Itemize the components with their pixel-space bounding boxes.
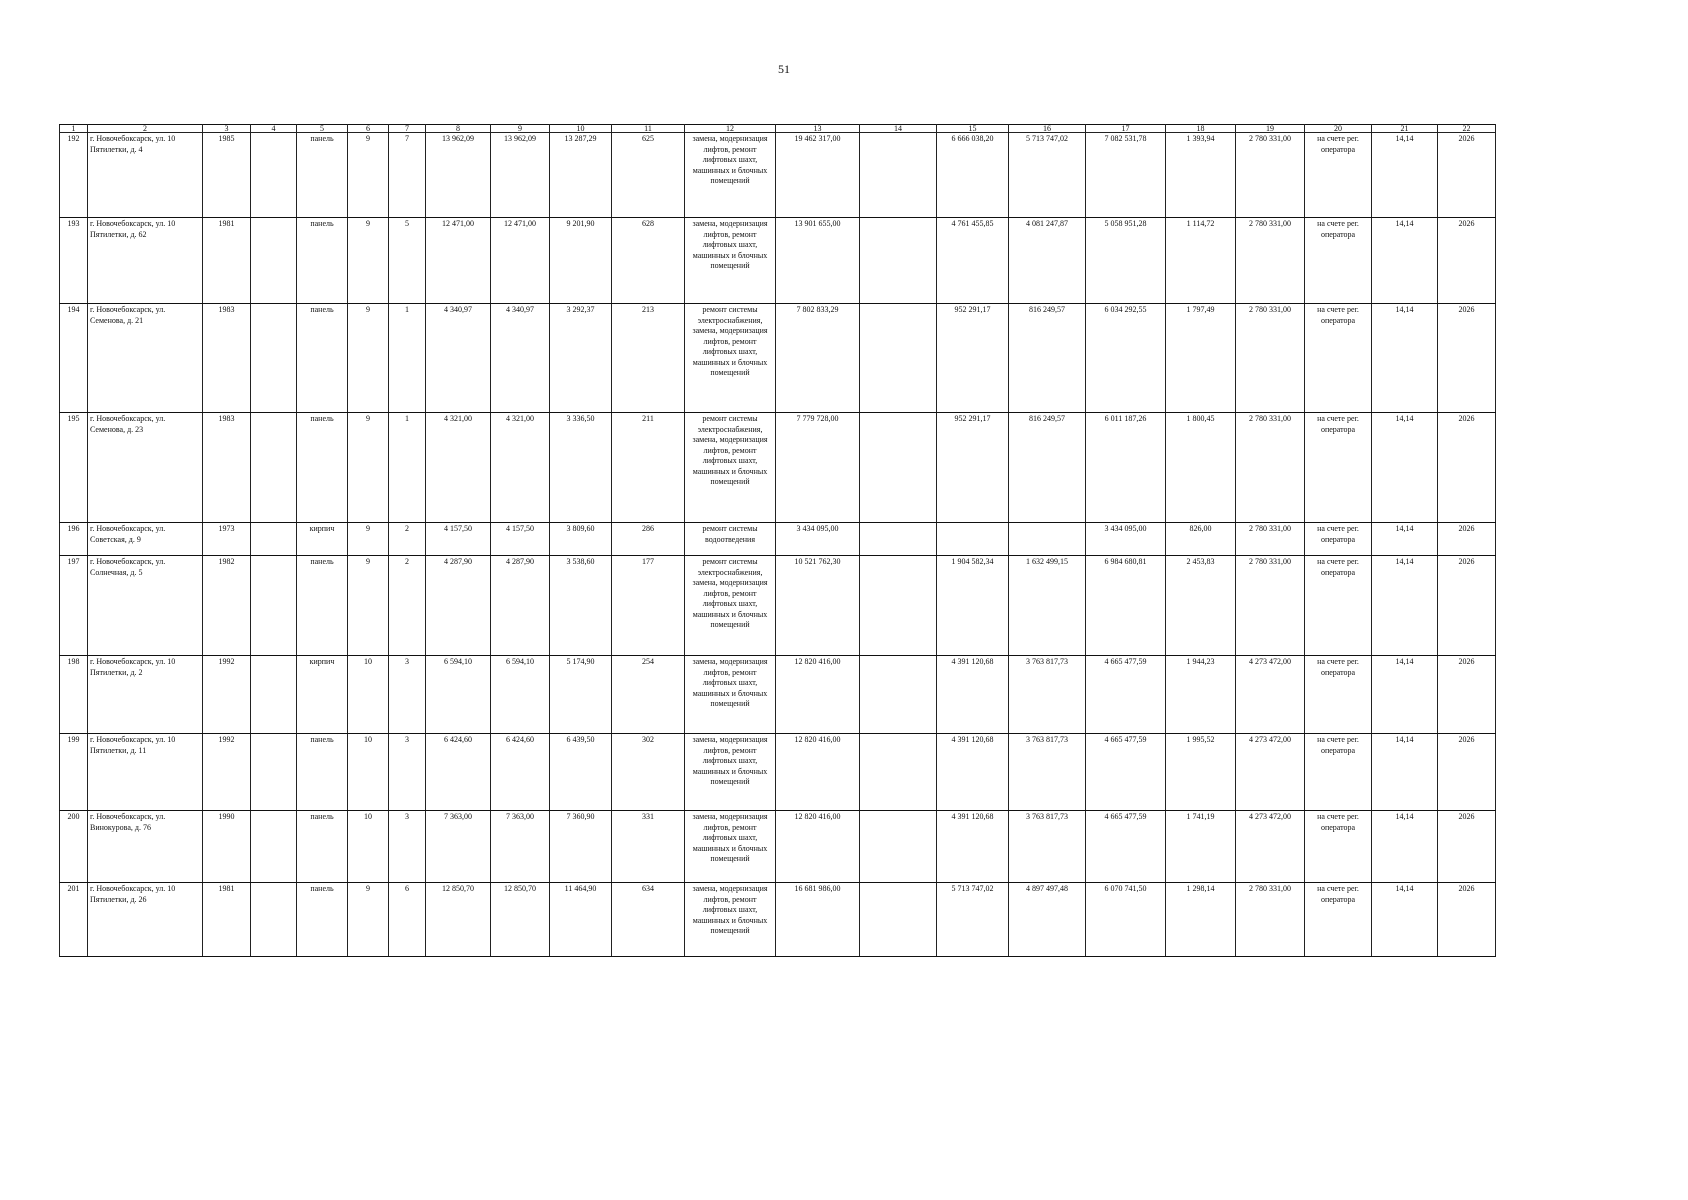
cell-floors: 9 [348,883,389,957]
cell-limit-cost: 2 780 331,00 [1236,133,1305,218]
table-row [60,811,1496,883]
cell-row-number: 200 [60,811,88,883]
cell-unit-cost: 1 995,52 [1166,734,1236,811]
cell-total-area: 4 340,97 [426,304,491,413]
table-row [60,883,1496,957]
column-number-12: 12 [685,125,776,133]
cell-col14 [860,883,937,957]
cell-total-cost: 12 820 416,00 [776,734,860,811]
cell-unit-cost: 826,00 [1166,523,1236,556]
column-number-13: 13 [776,125,860,133]
cell-contribution: 14,14 [1372,218,1438,304]
cell-year-planned: 2026 [1438,734,1496,811]
cell-cost-b: 816 249,57 [1009,413,1086,523]
cell-col4 [251,734,297,811]
cell-residents: 211 [612,413,685,523]
cell-year-planned: 2026 [1438,556,1496,656]
cell-year-planned: 2026 [1438,523,1496,556]
cell-area-a: 4 321,00 [491,413,550,523]
cell-area-a: 6 424,60 [491,734,550,811]
cell-cost-c: 5 058 951,28 [1086,218,1166,304]
cell-residents: 177 [612,556,685,656]
cell-col14 [860,133,937,218]
cell-area-b: 6 439,50 [550,734,612,811]
cell-cost-a: 6 666 038,20 [937,133,1009,218]
cell-cost-b: 816 249,57 [1009,304,1086,413]
cell-row-number: 196 [60,523,88,556]
column-number-8: 8 [426,125,491,133]
cell-fund-method: на счете рег. оператора [1305,304,1372,413]
cell-wall-material: панель [297,413,348,523]
cell-row-number: 198 [60,656,88,734]
cell-total-area: 6 594,10 [426,656,491,734]
cell-floors: 9 [348,413,389,523]
cell-total-area: 12 850,70 [426,883,491,957]
cell-year-built: 1973 [203,523,251,556]
cell-total-area: 4 321,00 [426,413,491,523]
cell-unit-cost: 1 800,45 [1166,413,1236,523]
cell-cost-c: 3 434 095,00 [1086,523,1166,556]
cell-col4 [251,811,297,883]
cell-entrances: 3 [389,811,426,883]
cell-total-cost: 3 434 095,00 [776,523,860,556]
cell-contribution: 14,14 [1372,523,1438,556]
cell-total-area: 12 471,00 [426,218,491,304]
cell-floors: 10 [348,734,389,811]
page-number: 51 [778,62,790,76]
column-number-3: 3 [203,125,251,133]
column-number-5: 5 [297,125,348,133]
cell-limit-cost: 4 273 472,00 [1236,811,1305,883]
cell-area-b: 3 292,37 [550,304,612,413]
cell-unit-cost: 1 944,23 [1166,656,1236,734]
cell-col4 [251,304,297,413]
cell-limit-cost: 2 780 331,00 [1236,413,1305,523]
cell-cost-b: 1 632 499,15 [1009,556,1086,656]
cell-contribution: 14,14 [1372,883,1438,957]
cell-fund-method: на счете рег. оператора [1305,656,1372,734]
cell-work-types: замена, модернизация лифтов, ремонт лифтовых шахт, машинных и блочных помещений [685,656,776,734]
cell-address: г. Новочебоксарск, ул. Солнечная, д. 5 [88,556,203,656]
cell-cost-b: 4 081 247,87 [1009,218,1086,304]
column-number-19: 19 [1236,125,1305,133]
cell-contribution: 14,14 [1372,556,1438,656]
cell-address: г. Новочебоксарск, ул. 10 Пятилетки, д. 62 [88,218,203,304]
cell-row-number: 194 [60,304,88,413]
cell-cost-a: 1 904 582,34 [937,556,1009,656]
cell-year-planned: 2026 [1438,656,1496,734]
cell-floors: 10 [348,656,389,734]
cell-area-b: 5 174,90 [550,656,612,734]
table-body [60,133,1496,957]
cell-year-built: 1982 [203,556,251,656]
cell-area-a: 4 157,50 [491,523,550,556]
column-number-1: 1 [60,125,88,133]
table-row [60,413,1496,523]
cell-fund-method: на счете рег. оператора [1305,413,1372,523]
cell-wall-material: панель [297,218,348,304]
cell-row-number: 193 [60,218,88,304]
cell-work-types: ремонт системы водоотведения [685,523,776,556]
cell-entrances: 3 [389,656,426,734]
cell-cost-c: 4 665 477,59 [1086,656,1166,734]
cell-area-a: 7 363,00 [491,811,550,883]
cell-total-cost: 19 462 317,00 [776,133,860,218]
cell-cost-b: 3 763 817,73 [1009,656,1086,734]
cell-year-planned: 2026 [1438,883,1496,957]
cell-work-types: ремонт системы электроснабжения, замена, модернизация лифтов, ремонт лифтовых шахт, машинных и блочных помещений [685,413,776,523]
cell-fund-method: на счете рег. оператора [1305,556,1372,656]
cell-wall-material: панель [297,883,348,957]
table-row [60,133,1496,218]
cell-total-cost: 7 802 833,29 [776,304,860,413]
column-number-4: 4 [251,125,297,133]
cell-total-cost: 10 521 762,30 [776,556,860,656]
cell-fund-method: на счете рег. оператора [1305,133,1372,218]
cell-floors: 9 [348,523,389,556]
header-row [60,125,1496,133]
cell-col14 [860,811,937,883]
cell-limit-cost: 2 780 331,00 [1236,883,1305,957]
cell-contribution: 14,14 [1372,413,1438,523]
cell-contribution: 14,14 [1372,656,1438,734]
cell-limit-cost: 4 273 472,00 [1236,656,1305,734]
cell-limit-cost: 2 780 331,00 [1236,218,1305,304]
cell-wall-material: кирпич [297,656,348,734]
table-row [60,218,1496,304]
cell-entrances: 1 [389,413,426,523]
table-row [60,656,1496,734]
cell-address: г. Новочебоксарск, ул. Семенова, д. 21 [88,304,203,413]
cell-cost-a: 952 291,17 [937,304,1009,413]
cell-col4 [251,556,297,656]
cell-row-number: 195 [60,413,88,523]
cell-year-built: 1990 [203,811,251,883]
cell-address: г. Новочебоксарск, ул. 10 Пятилетки, д. 4 [88,133,203,218]
cell-total-cost: 13 901 655,00 [776,218,860,304]
cell-cost-b [1009,523,1086,556]
cell-work-types: ремонт системы электроснабжения, замена, модернизация лифтов, ремонт лифтовых шахт, машинных и блочных помещений [685,556,776,656]
cell-total-area: 6 424,60 [426,734,491,811]
cell-year-planned: 2026 [1438,413,1496,523]
cell-contribution: 14,14 [1372,304,1438,413]
cell-total-cost: 7 779 728,00 [776,413,860,523]
column-number-9: 9 [491,125,550,133]
cell-total-area: 7 363,00 [426,811,491,883]
cell-cost-c: 6 070 741,50 [1086,883,1166,957]
cell-col4 [251,523,297,556]
cell-area-a: 4 340,97 [491,304,550,413]
cell-cost-a: 4 391 120,68 [937,811,1009,883]
column-number-18: 18 [1166,125,1236,133]
cell-year-built: 1983 [203,304,251,413]
cell-work-types: замена, модернизация лифтов, ремонт лифтовых шахт, машинных и блочных помещений [685,133,776,218]
cell-cost-c: 6 984 680,81 [1086,556,1166,656]
cell-year-built: 1992 [203,656,251,734]
cell-cost-a: 5 713 747,02 [937,883,1009,957]
cell-row-number: 192 [60,133,88,218]
cell-area-b: 9 201,90 [550,218,612,304]
cell-col4 [251,218,297,304]
cell-year-built: 1985 [203,133,251,218]
cell-residents: 628 [612,218,685,304]
cell-total-cost: 12 820 416,00 [776,656,860,734]
cell-unit-cost: 1 393,94 [1166,133,1236,218]
cell-wall-material: панель [297,304,348,413]
table-row [60,556,1496,656]
cell-entrances: 5 [389,218,426,304]
cell-cost-a: 952 291,17 [937,413,1009,523]
cell-cost-b: 5 713 747,02 [1009,133,1086,218]
cell-fund-method: на счете рег. оператора [1305,734,1372,811]
cell-entrances: 1 [389,304,426,413]
cell-year-planned: 2026 [1438,133,1496,218]
cell-entrances: 3 [389,734,426,811]
cell-year-built: 1981 [203,218,251,304]
cell-wall-material: панель [297,811,348,883]
column-number-7: 7 [389,125,426,133]
cell-total-area: 4 287,90 [426,556,491,656]
cell-col14 [860,556,937,656]
cell-limit-cost: 2 780 331,00 [1236,304,1305,413]
cell-cost-c: 6 034 292,55 [1086,304,1166,413]
cell-residents: 213 [612,304,685,413]
capital-repair-table [59,124,1496,957]
cell-residents: 625 [612,133,685,218]
cell-work-types: замена, модернизация лифтов, ремонт лифтовых шахт, машинных и блочных помещений [685,883,776,957]
cell-year-built: 1983 [203,413,251,523]
column-number-22: 22 [1438,125,1496,133]
cell-residents: 634 [612,883,685,957]
cell-col14 [860,218,937,304]
cell-work-types: замена, модернизация лифтов, ремонт лифтовых шахт, машинных и блочных помещений [685,734,776,811]
cell-cost-a [937,523,1009,556]
cell-col14 [860,734,937,811]
cell-address: г. Новочебоксарск, ул. 10 Пятилетки, д. 26 [88,883,203,957]
column-number-14: 14 [860,125,937,133]
cell-cost-b: 4 897 497,48 [1009,883,1086,957]
cell-row-number: 199 [60,734,88,811]
cell-wall-material: кирпич [297,523,348,556]
cell-work-types: ремонт системы электроснабжения, замена, модернизация лифтов, ремонт лифтовых шахт, машинных и блочных помещений [685,304,776,413]
cell-total-area: 13 962,09 [426,133,491,218]
table-row [60,523,1496,556]
cell-year-built: 1992 [203,734,251,811]
cell-fund-method: на счете рег. оператора [1305,811,1372,883]
cell-cost-c: 7 082 531,78 [1086,133,1166,218]
cell-area-a: 12 850,70 [491,883,550,957]
cell-col14 [860,523,937,556]
cell-wall-material: панель [297,133,348,218]
column-number-10: 10 [550,125,612,133]
cell-work-types: замена, модернизация лифтов, ремонт лифтовых шахт, машинных и блочных помещений [685,811,776,883]
cell-cost-c: 6 011 187,26 [1086,413,1166,523]
cell-residents: 331 [612,811,685,883]
cell-area-b: 7 360,90 [550,811,612,883]
cell-year-planned: 2026 [1438,811,1496,883]
cell-residents: 302 [612,734,685,811]
cell-year-planned: 2026 [1438,218,1496,304]
cell-unit-cost: 1 298,14 [1166,883,1236,957]
cell-row-number: 201 [60,883,88,957]
cell-floors: 9 [348,556,389,656]
cell-fund-method: на счете рег. оператора [1305,523,1372,556]
cell-area-a: 13 962,09 [491,133,550,218]
column-number-16: 16 [1009,125,1086,133]
cell-residents: 286 [612,523,685,556]
cell-cost-b: 3 763 817,73 [1009,734,1086,811]
column-number-header [60,125,1496,133]
cell-floors: 9 [348,133,389,218]
column-number-20: 20 [1305,125,1372,133]
cell-col4 [251,656,297,734]
cell-wall-material: панель [297,556,348,656]
cell-fund-method: на счете рег. оператора [1305,218,1372,304]
cell-area-a: 4 287,90 [491,556,550,656]
cell-entrances: 6 [389,883,426,957]
cell-area-b: 3 538,60 [550,556,612,656]
cell-wall-material: панель [297,734,348,811]
cell-cost-a: 4 391 120,68 [937,656,1009,734]
cell-col14 [860,304,937,413]
cell-residents: 254 [612,656,685,734]
cell-cost-c: 4 665 477,59 [1086,811,1166,883]
cell-address: г. Новочебоксарск, ул. Советская, д. 9 [88,523,203,556]
cell-cost-a: 4 761 455,85 [937,218,1009,304]
cell-cost-b: 3 763 817,73 [1009,811,1086,883]
cell-floors: 10 [348,811,389,883]
cell-limit-cost: 2 780 331,00 [1236,556,1305,656]
cell-contribution: 14,14 [1372,133,1438,218]
cell-cost-a: 4 391 120,68 [937,734,1009,811]
cell-unit-cost: 1 114,72 [1166,218,1236,304]
cell-entrances: 2 [389,523,426,556]
cell-area-b: 3 336,50 [550,413,612,523]
cell-col4 [251,413,297,523]
column-number-11: 11 [612,125,685,133]
cell-area-a: 12 471,00 [491,218,550,304]
table-row [60,734,1496,811]
column-number-15: 15 [937,125,1009,133]
cell-unit-cost: 1 797,49 [1166,304,1236,413]
cell-address: г. Новочебоксарск, ул. Винокурова, д. 76 [88,811,203,883]
cell-area-b: 13 287,29 [550,133,612,218]
cell-floors: 9 [348,304,389,413]
column-number-2: 2 [88,125,203,133]
cell-unit-cost: 2 453,83 [1166,556,1236,656]
cell-address: г. Новочебоксарск, ул. 10 Пятилетки, д. 11 [88,734,203,811]
cell-address: г. Новочебоксарск, ул. 10 Пятилетки, д. 2 [88,656,203,734]
cell-area-b: 3 809,60 [550,523,612,556]
cell-floors: 9 [348,218,389,304]
cell-contribution: 14,14 [1372,734,1438,811]
cell-total-cost: 16 681 986,00 [776,883,860,957]
cell-cost-c: 4 665 477,59 [1086,734,1166,811]
cell-address: г. Новочебоксарск, ул. Семенова, д. 23 [88,413,203,523]
cell-total-area: 4 157,50 [426,523,491,556]
cell-unit-cost: 1 741,19 [1166,811,1236,883]
cell-col14 [860,413,937,523]
column-number-6: 6 [348,125,389,133]
cell-total-cost: 12 820 416,00 [776,811,860,883]
cell-limit-cost: 2 780 331,00 [1236,523,1305,556]
cell-area-a: 6 594,10 [491,656,550,734]
cell-col4 [251,133,297,218]
cell-limit-cost: 4 273 472,00 [1236,734,1305,811]
cell-area-b: 11 464,90 [550,883,612,957]
cell-contribution: 14,14 [1372,811,1438,883]
cell-col14 [860,656,937,734]
cell-row-number: 197 [60,556,88,656]
cell-year-built: 1981 [203,883,251,957]
cell-col4 [251,883,297,957]
table-row [60,304,1496,413]
cell-year-planned: 2026 [1438,304,1496,413]
cell-entrances: 7 [389,133,426,218]
column-number-21: 21 [1372,125,1438,133]
cell-entrances: 2 [389,556,426,656]
cell-work-types: замена, модернизация лифтов, ремонт лифтовых шахт, машинных и блочных помещений [685,218,776,304]
column-number-17: 17 [1086,125,1166,133]
cell-fund-method: на счете рег. оператора [1305,883,1372,957]
